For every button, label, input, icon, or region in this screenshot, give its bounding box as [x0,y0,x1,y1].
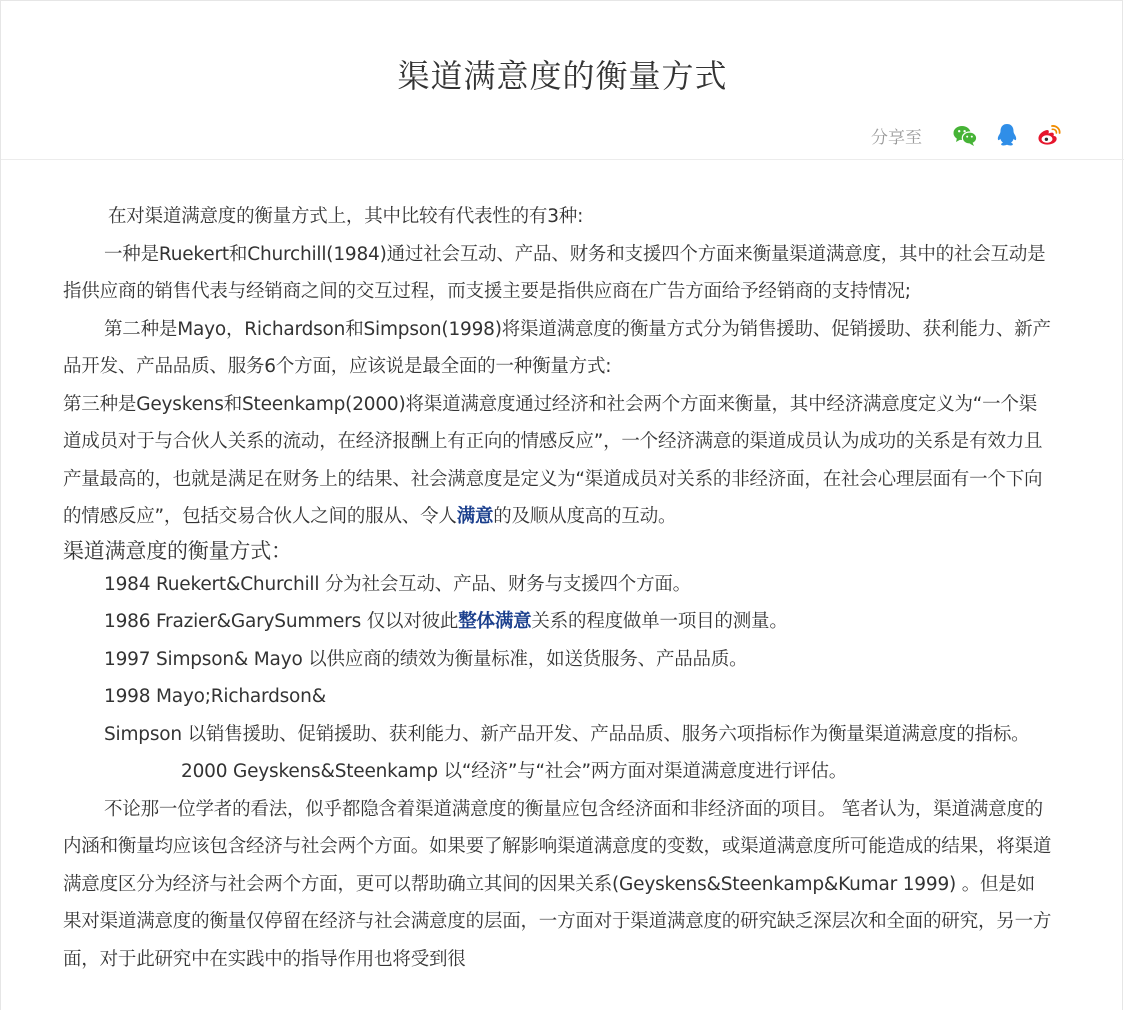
weibo-icon[interactable] [1036,122,1062,148]
list-item-1986-text: 1986 Frazier&GarySummers 仅以对彼此 [104,611,459,632]
paragraph-method-2: 第二种是Mayo，Richardson和Simpson(1998)将渠道满意度的衡量方式分为销售援助、促销援助、获利能力、新产品开发、产品品质、服务6个方面，应该说是最全面的一种衡量方式: [63,318,1051,377]
list-item-1998: 1998 Mayo;Richardson& [104,686,326,707]
article-header [1,1,1124,160]
share-bar [871,121,1062,149]
section-heading: 渠道满意度的衡量方式： [63,538,292,563]
paragraph-method-3-tail: 的及顺从度高的互动。 [493,506,677,527]
keyword-link-satisfaction[interactable]: 满意 [456,506,494,527]
list-item-1997: 1997 Simpson& Mayo 以供应商的绩效为衡量标准，如送货服务、产品品质。 [104,648,748,670]
list-item-1984: 1984 Ruekert&Churchill 分为社会互动、产品、财务与支援四个方面。 [104,573,691,595]
paragraph-method-3 [63,386,1053,536]
list-item-1998-2000 [63,716,1053,791]
paragraph-intro: 在对渠道满意度的衡量方式上，其中比较有代表性的有3种: [108,206,584,227]
page-title: 渠道满意度的衡量方式 [397,57,728,95]
list-item-1986 [63,603,1053,641]
list-item-1986-tail: 关系的程度做单一项目的测量。 [531,611,788,632]
list-item-2000-text: 2000 Geyskens&Steenkamp 以“经济”与“社会”两方面对渠道满意度进行评估。 [181,761,848,782]
list-item-1998-text: Simpson 以销售援助、促销援助、获利能力、新产品开发、产品品质、服务六项指标作为衡量渠道满意度的指标。 [104,723,1030,745]
keyword-link-overall-satisfaction[interactable]: 整体满意 [458,611,532,632]
qq-icon[interactable] [994,122,1020,148]
wechat-icon[interactable] [952,122,978,148]
paragraph-method-1: 一种是Ruekert和Churchill(1984)通过社会互动、产品、财务和支援四个方面来衡量渠道满意度，其中的社会互动是指供应商的销售代表与经销商之间的交互过程，而支援主要是指供应商在广告方面给予经销商的支持情况; [63,243,1046,302]
article-body [63,198,1053,978]
paragraph-method-3-text: 第三种是Geyskens和Steenkamp(2000)将渠道满意度通过经济和社会两个方面来衡量，其中经济满意度定义为“一个渠道成员对于与合伙人关系的流动，在经济报酬上有正向的情感反应”，一个经济满意的渠道成员认为成功的关系是有效力且产量最高的，也就是满足在财务上的结果、社会满意度是定义为“渠道成员对关系的非经济面，在社会心理层面有一个下向的情感反应”，包括交易合伙人之间的服从、令人 [63,393,1043,527]
paragraph-conclusion: 不论那一位学者的看法，似乎都隐含着渠道满意度的衡量应包含经济面和非经济面的项目。 笔者认为，渠道满意度的内涵和衡量均应该包含经济与社会两个方面。如果要了解影响渠道满意度的变数，或渠道满意度所可能造成的结果，将渠道满意度区分为经济与社会两个方面，更可以帮助确立其间的因果关系(Geyskens&Steenkamp&Kumar 1999) 。但是如果对渠道满意度的衡量仅停留在经济与社会满意度的层面，一方面对于渠道满意度的研究缺乏深层次和全面的研究，另一方面，对于此研究中在实践中的指导作用也将受到很 [63,798,1052,970]
share-label: 分享至 [871,127,922,148]
